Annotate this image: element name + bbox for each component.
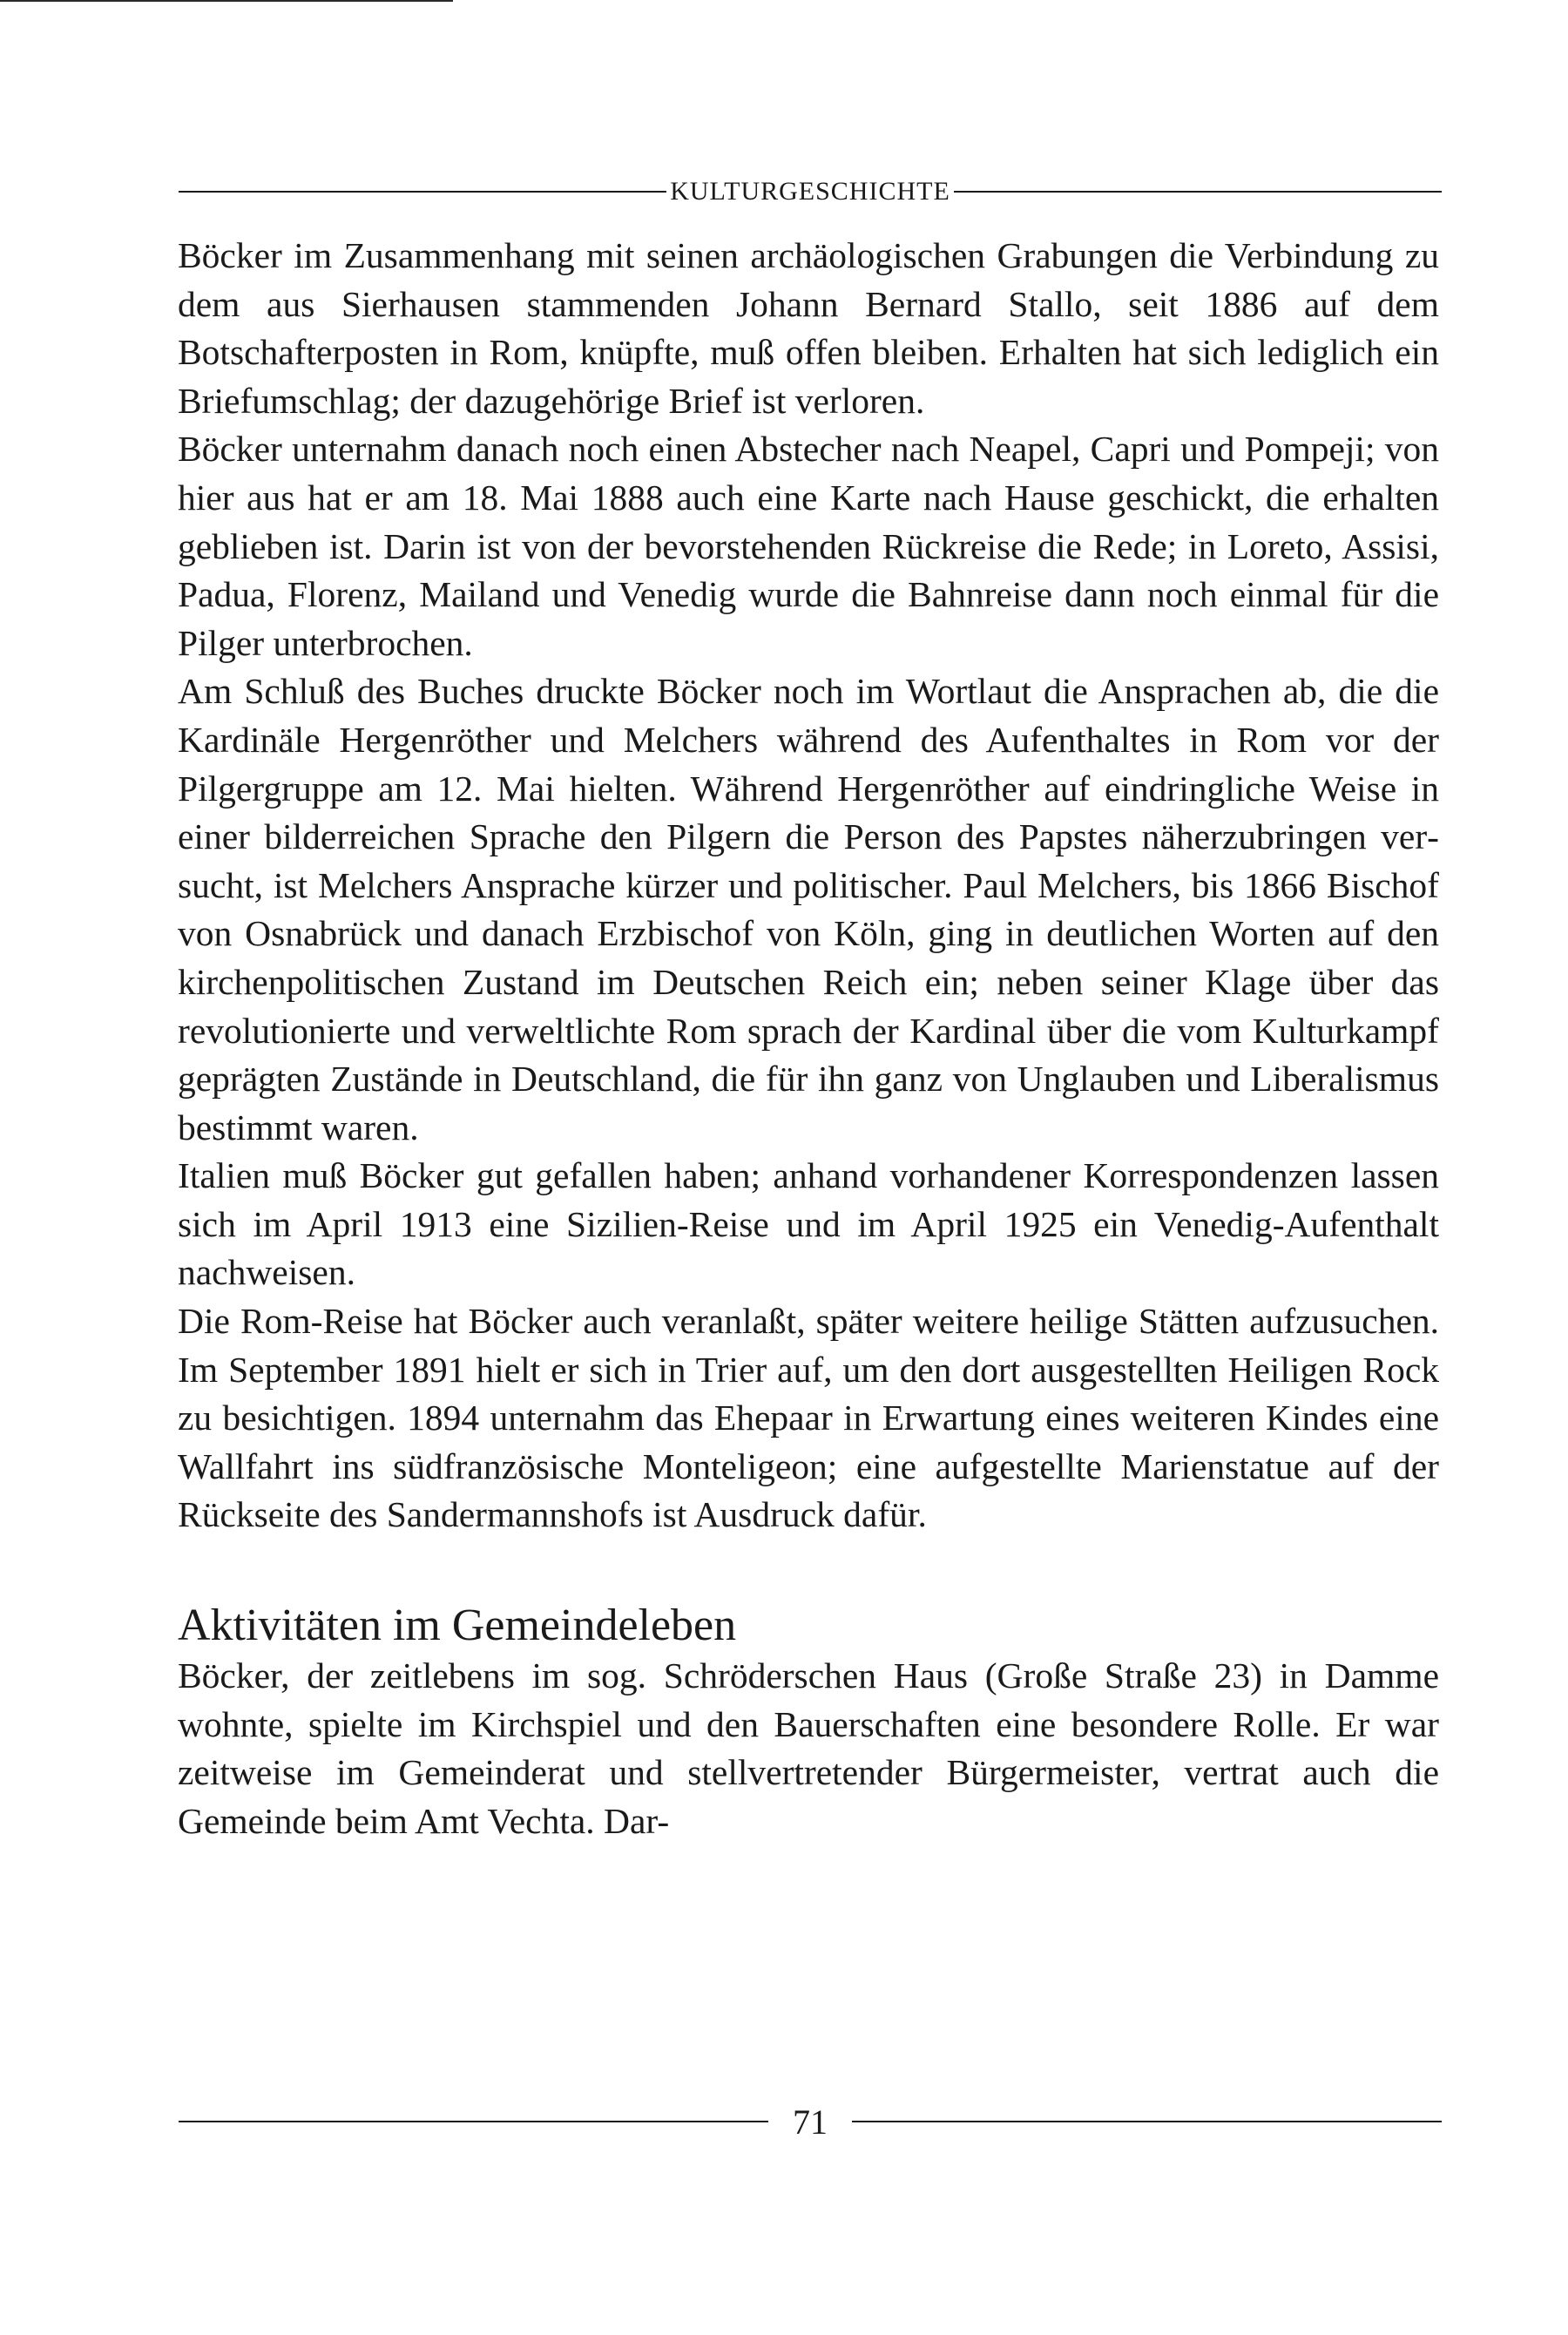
- section-heading: Aktivitäten im Gemeindeleben: [178, 1601, 737, 1651]
- paragraph: Die Rom-Reise hat Böcker auch veranlaßt, später weitere heilige Stätten aufzusuchen. Im September 1891 hielt er sich in Trier auf, um den dort ausgestellten Heiligen Rock zu besichtigen. 1894 unternahm das Ehepaar in Erwartung eines weiteren Kindes eine Wallfahrt ins südfranzösische Monteligeon; eine aufgestellte Marienstatue auf der Rückseite des Sandermannshofs ist Ausdruck dafür.: [178, 1301, 1439, 1535]
- paragraph: Böcker unternahm danach noch einen Abstecher nach Neapel, Capri und Pompeji; von hier aus hat er am 18. Mai 1888 auch eine Karte nach Hause geschickt, die erhalten geblieben ist. Darin ist von der bevorstehenden Rückreise die Rede; in Loreto, Assisi, Padua, Florenz, Mailand und Venedig wurde die Bahnreise dann noch einmal für die Pilger unterbrochen.: [178, 429, 1439, 663]
- footer-rule-right: [852, 2121, 1442, 2122]
- header-rule-right: [954, 191, 1442, 193]
- running-header: [179, 174, 1442, 209]
- body-text: [178, 232, 1439, 1845]
- section-paragraph: Böcker, der zeitlebens im sog. Schröderschen Haus (Große Straße 23) in Damme wohnte, spielte im Kirchspiel und den Bauerschaften eine besondere Rolle. Er war zeitweise im Gemeinderat und stellvertretender Bürgermeister, vertrat auch die Gemeinde beim Amt Vechta. Dar-: [178, 1655, 1439, 1841]
- top-edge-rule: [0, 0, 453, 2]
- paragraph: Am Schluß des Buches druckte Böcker noch im Wortlaut die Ansprachen ab, die die Kardinäle Hergenröther und Melchers während des Aufenthaltes in Rom vor der Pilgergruppe am 12. Mai hielten. Während Hergenröther auf eindringliche Weise in einer bilderreichen Sprache den Pilgern die Person des Papstes näherzubringen versucht, ist Melchers Ansprache kürzer und politischer. Paul Melchers, bis 1866 Bischof von Osnabrück und danach Erzbischof von Köln, ging in deutlichen Worten auf den kirchenpolitischen Zustand im Deutschen Reich ein; neben seiner Klage über das revolutionierte und verweltlichte Rom sprach der Kardinal über die vom Kulturkampf geprägten Zustände in Deutschland, die für ihn ganz von Unglauben und Liberalismus bestimmt waren.: [178, 671, 1439, 1147]
- header-rule-left: [179, 191, 666, 193]
- page-footer: [179, 2100, 1442, 2143]
- page-number: 71: [793, 2102, 828, 2142]
- paragraph: Böcker im Zusammenhang mit seinen archäologischen Grabungen die Verbindung zu dem aus Sierhausen stammenden Johann Bernard Stallo, seit 1886 auf dem Botschafterposten in Rom, knüpfte, muß offen bleiben. Erhalten hat sich lediglich ein Briefumschlag; der dazugehörige Brief ist verloren.: [178, 235, 1439, 421]
- footer-rule-left: [179, 2121, 768, 2122]
- paragraph: Italien muß Böcker gut gefallen haben; anhand vorhandener Korrespondenzen lassen sich im April 1913 eine Sizilien-Reise und im April 1925 ein Venedig-Aufenthalt nachweisen.: [178, 1155, 1439, 1293]
- running-title: KULTURGESCHICHTE: [670, 177, 950, 206]
